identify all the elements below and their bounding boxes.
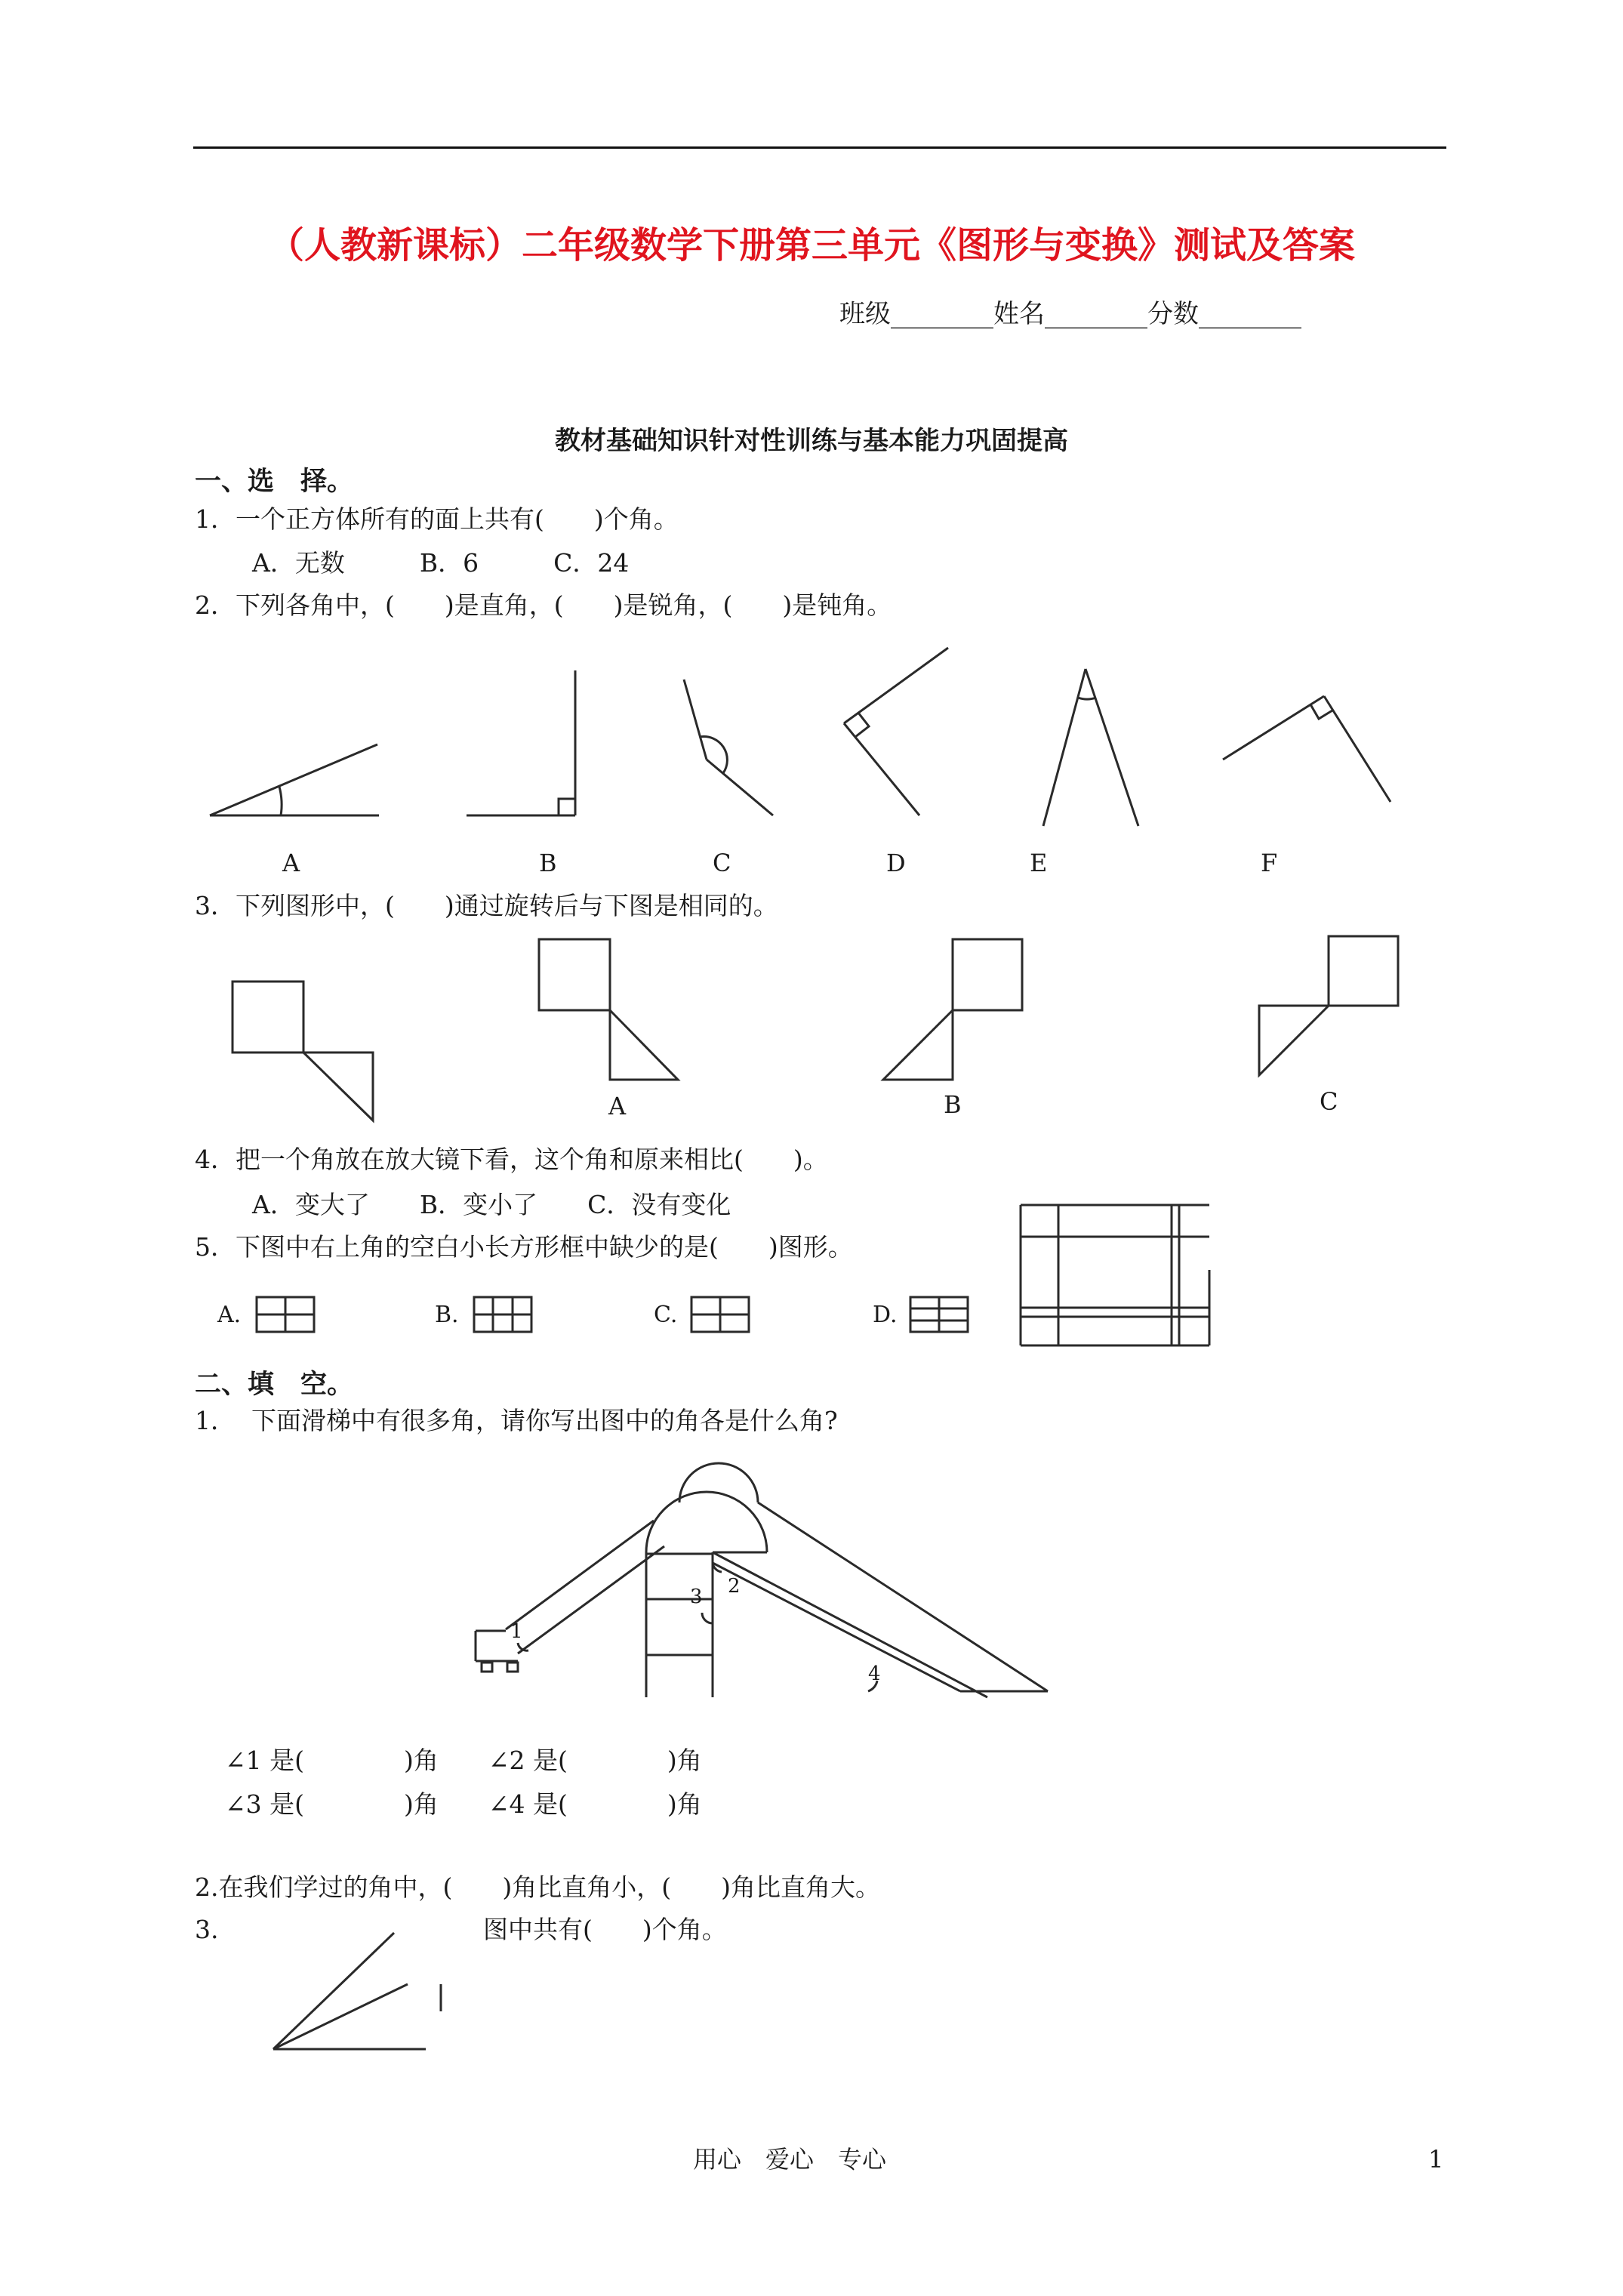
rotation-label-a: A bbox=[608, 1092, 627, 1120]
grid-label-d: D. bbox=[873, 1302, 898, 1328]
rotation-label-b: B bbox=[944, 1090, 962, 1119]
angle-label-c: C bbox=[713, 849, 731, 877]
angle-label-b: B bbox=[539, 849, 557, 877]
grid-label-c: C. bbox=[654, 1302, 678, 1328]
q2-1-answer-line1: ∠1 是( )角 ∠2 是( )角 bbox=[225, 1746, 702, 1775]
angle-label-d: D bbox=[886, 849, 906, 877]
q1-1-text: 1．一个正方体所有的面上共有( )个角。 bbox=[195, 504, 679, 534]
q2-3-text: 图中共有( )个角。 bbox=[483, 1915, 727, 1944]
q1-4-options: A．变大了 B．变小了 C．没有变化 bbox=[252, 1190, 731, 1219]
q1-4-text: 4．把一个角放在放大镜下看，这个角和原来相比( )。 bbox=[195, 1145, 828, 1174]
slide-angle-2: 2 bbox=[728, 1575, 741, 1598]
slide-angle-4: 4 bbox=[868, 1663, 881, 1685]
q2-3-number: 3. bbox=[195, 1915, 219, 1944]
q2-2-text: 2.在我们学过的角中，( )角比直角小，( )角比直角大。 bbox=[195, 1872, 880, 1902]
grid-label-a: A. bbox=[217, 1302, 242, 1328]
angle-label-f: F bbox=[1261, 849, 1278, 877]
q1-2-text: 2．下列各角中，( )是直角，( )是锐角，( )是钝角。 bbox=[195, 590, 892, 620]
page-number: 1 bbox=[1428, 2145, 1444, 2174]
section1-heading: 一、选 择。 bbox=[195, 466, 354, 497]
student-info-line: 班级________姓名________分数________ bbox=[839, 299, 1301, 329]
angle-label-a: A bbox=[282, 849, 300, 877]
slide-angle-1: 1 bbox=[510, 1620, 523, 1643]
footer-motto: 用心 爱心 专心 bbox=[693, 2145, 887, 2174]
q2-1-text: 1． 下面滑梯中有很多角，请你写出图中的角各是什么角? bbox=[195, 1406, 838, 1435]
section2-heading: 二、填 空。 bbox=[195, 1369, 354, 1400]
grid-label-b: B. bbox=[435, 1302, 459, 1328]
q1-5-text: 5．下图中右上角的空白小长方形框中缺少的是( )图形。 bbox=[195, 1232, 853, 1262]
angle-label-e: E bbox=[1030, 849, 1048, 877]
q2-1-answer-line2: ∠3 是( )角 ∠4 是( )角 bbox=[225, 1789, 702, 1819]
section-subtitle: 教材基础知识针对性训练与基本能力巩固提高 bbox=[555, 426, 1068, 456]
rotation-label-c: C bbox=[1320, 1087, 1338, 1116]
q1-1-options: A．无数 B．6 C．24 bbox=[252, 548, 630, 578]
slide-angle-3: 3 bbox=[690, 1586, 703, 1608]
q1-3-text: 3．下列图形中，( )通过旋转后与下图是相同的。 bbox=[195, 891, 778, 920]
document-title: （人教新课标）二年级数学下册第三单元《图形与变换》测试及答案 bbox=[267, 224, 1355, 267]
